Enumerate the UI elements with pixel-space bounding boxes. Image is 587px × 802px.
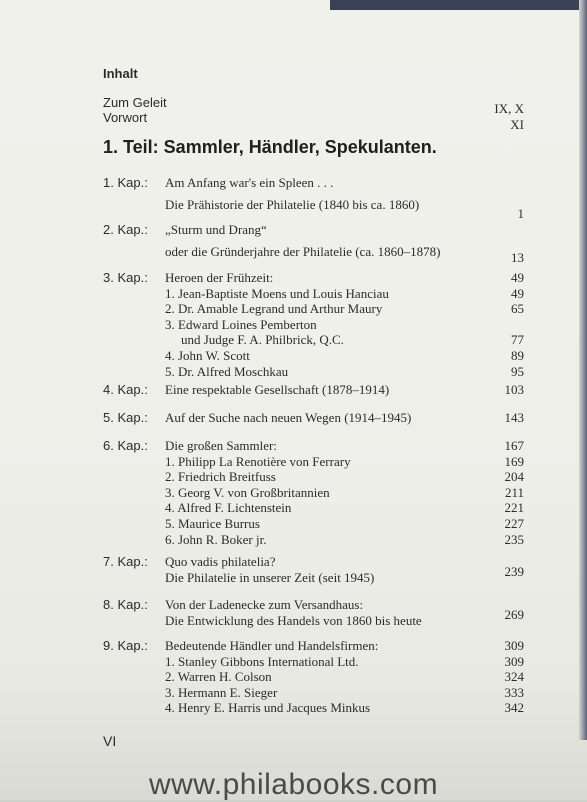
chapter-entry-text: Von der Ladenecke zum Versandhaus: xyxy=(165,597,364,612)
chapter-entry-page: 65 xyxy=(511,301,524,317)
chapter-entry-page: 221 xyxy=(504,500,524,516)
part-heading: 1. Teil: Sammler, Händler, Spekulanten. xyxy=(103,137,437,157)
front-matter-label-vorwort: Vorwort xyxy=(103,110,148,125)
front-matter-page-geleit: IX, X xyxy=(494,101,524,116)
chapter-entry-page: 169 xyxy=(504,453,524,469)
chapter-entry-page: 89 xyxy=(511,348,524,363)
chapter-entry-page: 49 xyxy=(511,285,524,301)
chapter-entry-text: Heroen der Frühzeit: xyxy=(165,270,274,285)
chapter-label: 4. Kap.: xyxy=(103,382,148,397)
chapter-entry-text: 4. John W. Scott xyxy=(165,348,250,363)
front-matter-page-vorwort: XI xyxy=(510,117,524,132)
chapter-entry-page: 333 xyxy=(504,684,524,700)
chapter-entry-page: 204 xyxy=(504,469,524,485)
chapter-entry-page: 239 xyxy=(504,563,524,579)
chapter-entry-page: 1 xyxy=(517,206,524,221)
chapter-entry-text: Auf der Suche nach neuen Wegen (1914–1945) xyxy=(165,410,412,425)
chapter-entry-page: 13 xyxy=(511,250,524,265)
chapter-entry-text: 5. Dr. Alfred Moschkau xyxy=(165,363,289,379)
book-cover-edge-top xyxy=(330,0,587,10)
page-number: VI xyxy=(103,733,117,749)
chapter-entry-text: 6. John R. Boker jr. xyxy=(165,531,267,547)
chapter-entry-text: 1. Philipp La Renotière von Ferrary xyxy=(165,453,351,469)
chapter-label: 9. Kap.: xyxy=(103,638,148,653)
chapter-label: 2. Kap.: xyxy=(103,222,148,237)
chapter-entry-text: Die Prähistorie der Philatelie (1840 bis ca. 1860) xyxy=(165,197,420,212)
chapter-entry-page: 324 xyxy=(504,669,524,685)
chapter-entry-text: 1. Jean-Baptiste Moens und Louis Hanciau xyxy=(165,285,389,301)
chapter-label: 3. Kap.: xyxy=(103,270,148,285)
chapter-entry-text: Am Anfang war's ein Spleen . . . xyxy=(165,175,334,190)
front-matter-label-geleit: Zum Geleit xyxy=(103,95,167,110)
chapter-entry-text: 5. Maurice Burrus xyxy=(165,516,260,531)
chapter-entry-page: 143 xyxy=(504,410,524,425)
chapter-entry-text: 2. Friedrich Breitfuss xyxy=(165,469,276,485)
chapter-entry-text: und Judge F. A. Philbrick, Q.C. xyxy=(181,332,344,348)
chapter-entry-text: Die Philatelie in unserer Zeit (seit 1945) xyxy=(165,569,375,585)
chapter-entry-text: 3. Georg V. von Großbritannien xyxy=(165,484,330,500)
chapter-entry-text: „Sturm und Drang“ xyxy=(165,222,267,237)
chapter-label: 1. Kap.: xyxy=(103,175,148,190)
chapter-entry-page: 227 xyxy=(504,516,524,531)
book-cover-edge-right xyxy=(579,0,587,740)
chapter-entry-page: 309 xyxy=(504,653,524,669)
chapter-entry-text: 3. Hermann E. Sieger xyxy=(165,684,278,700)
chapter-entry-page: 211 xyxy=(504,484,524,500)
chapter-entry-text: Die großen Sammler: xyxy=(165,438,277,453)
chapter-entry-page: 49 xyxy=(511,270,524,285)
chapter-label: 6. Kap.: xyxy=(103,438,148,453)
chapter-entry-text: 4. Alfred F. Lichtenstein xyxy=(165,500,292,516)
chapter-entry-text: 1. Stanley Gibbons International Ltd. xyxy=(165,653,359,669)
chapter-label: 5. Kap.: xyxy=(103,410,148,425)
chapter-entry-text: Bedeutende Händler und Handelsfirmen: xyxy=(165,638,379,653)
chapter-entry-page: 342 xyxy=(504,700,524,716)
chapter-entry-text: 2. Warren H. Colson xyxy=(165,669,272,685)
chapter-entry-text: oder die Gründerjahre der Philatelie (ca. 1860–1878) xyxy=(165,244,441,259)
chapter-entry-text: 4. Henry E. Harris und Jacques Minkus xyxy=(165,700,371,716)
chapter-entry-page: 269 xyxy=(504,606,524,622)
chapter-entry-page: 309 xyxy=(504,638,524,653)
watermark-text: www.philabooks.com xyxy=(148,768,439,801)
chapter-entry-text: 3. Edward Loines Pemberton xyxy=(165,316,317,332)
chapter-label: 8. Kap.: xyxy=(103,597,148,612)
toc-title: Inhalt xyxy=(103,66,138,81)
chapter-entry-text: Quo vadis philatelia? xyxy=(165,554,276,569)
chapter-entry-text: Die Entwicklung des Handels von 1860 bis heute xyxy=(165,612,422,628)
chapter-entry-text: 2. Dr. Amable Legrand und Arthur Maury xyxy=(165,301,383,317)
chapter-entry-page: 103 xyxy=(504,382,524,397)
chapter-entry-text: Eine respektable Gesellschaft (1878–1914) xyxy=(165,382,390,397)
chapter-entry-page: 95 xyxy=(511,363,524,379)
chapter-entry-page: 77 xyxy=(511,332,524,348)
chapter-entry-page: 167 xyxy=(504,438,524,453)
chapter-label: 7. Kap.: xyxy=(103,554,148,569)
chapter-entry-page: 235 xyxy=(504,531,524,547)
